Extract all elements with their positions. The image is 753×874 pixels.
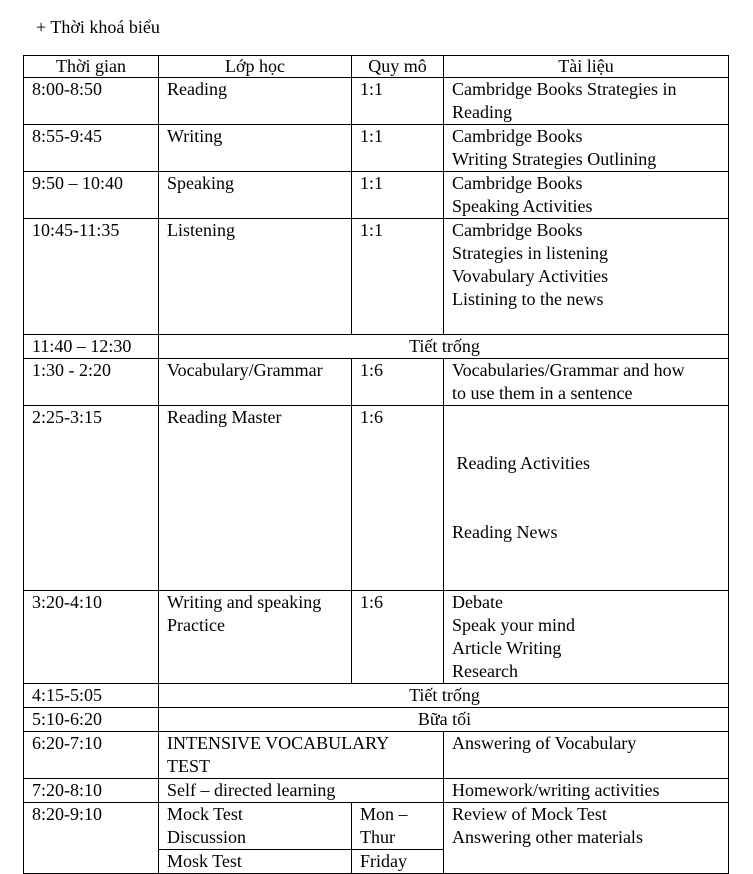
scale-cell: 1:6	[352, 359, 444, 406]
material-line: to use them in a sentence	[452, 383, 633, 403]
materials-cell	[444, 591, 729, 684]
class-cell: Reading	[159, 78, 352, 125]
table-row	[24, 708, 729, 732]
class-line: Practice	[167, 615, 225, 635]
class-line: Discussion	[167, 827, 247, 847]
class-cell: Reading Master	[159, 406, 352, 591]
material-line: Answering other materials	[452, 827, 643, 847]
table-row	[24, 78, 729, 125]
material-line: Speak your mind	[452, 615, 575, 635]
day-cell	[352, 850, 444, 874]
table-row	[24, 406, 729, 591]
table-row	[24, 335, 729, 359]
table-row	[24, 591, 729, 684]
scale-cell: 1:1	[352, 78, 444, 125]
dinner-cell: Bữa tối	[159, 708, 729, 732]
class-cell	[159, 591, 352, 684]
table-row	[24, 125, 729, 172]
class-cell: Speaking	[159, 172, 352, 219]
time-cell: 5:10-6:20	[24, 708, 159, 732]
material-line: Vovabulary Activities	[452, 266, 609, 286]
material-line: Cambridge Books	[452, 173, 583, 193]
table-row	[24, 732, 729, 779]
table-row	[24, 779, 729, 803]
material-line: Research	[452, 661, 518, 681]
scale-cell: 1:6	[352, 406, 444, 591]
material-line: Article Writing	[452, 638, 562, 658]
material-line: Writing Strategies Outlining	[452, 149, 657, 169]
scale-cell: 1:6	[352, 591, 444, 684]
material-line: Review of Mock Test	[452, 804, 607, 824]
time-cell: 8:55-9:45	[24, 125, 159, 172]
time-cell: 2:25-3:15	[24, 406, 159, 591]
break-cell: Tiết trống	[159, 335, 729, 359]
table-row	[24, 219, 729, 335]
material-line: Speaking Activities	[452, 196, 593, 216]
material-line: Strategies in listening	[452, 243, 608, 263]
class-cell	[159, 803, 352, 850]
schedule-heading: + Thời khoá biểu	[36, 17, 160, 37]
time-cell: 1:30 - 2:20	[24, 359, 159, 406]
time-cell: 10:45-11:35	[24, 219, 159, 335]
materials-cell	[444, 779, 729, 803]
material-line: Answering of Vocabulary	[452, 733, 637, 753]
class-cell	[159, 850, 352, 874]
time-cell: 3:20-4:10	[24, 591, 159, 684]
column-header-scale: Quy mô	[352, 56, 444, 78]
class-cell	[159, 732, 444, 779]
column-header-class: Lớp học	[159, 56, 352, 78]
materials-cell	[444, 732, 729, 779]
material-line: Cambridge Books	[452, 126, 583, 146]
materials-cell	[444, 125, 729, 172]
class-line: TEST	[167, 756, 210, 776]
class-line: INTENSIVE VOCABULARY	[167, 733, 390, 753]
scale-cell: 1:1	[352, 172, 444, 219]
materials-cell	[444, 78, 729, 125]
material-line: Reading Activities	[452, 453, 590, 473]
materials-cell	[444, 359, 729, 406]
time-cell: 8:20-9:10	[24, 803, 159, 874]
class-cell: Listening	[159, 219, 352, 335]
time-cell: 8:00-8:50	[24, 78, 159, 125]
class-cell: Vocabulary/Grammar	[159, 359, 352, 406]
time-cell: 9:50 – 10:40	[24, 172, 159, 219]
day-line: Thur	[360, 827, 395, 847]
table-row	[24, 684, 729, 708]
table-row	[24, 359, 729, 406]
column-header-materials: Tài liệu	[444, 56, 729, 78]
class-line: Mock Test	[167, 804, 243, 824]
column-header-time: Thời gian	[24, 56, 159, 78]
class-line: Mosk Test	[167, 851, 242, 871]
material-line: Cambridge Books Strategies in	[452, 79, 677, 99]
class-cell: Writing	[159, 125, 352, 172]
time-cell: 11:40 – 12:30	[24, 335, 159, 359]
time-cell: 7:20-8:10	[24, 779, 159, 803]
material-line: Listining to the news	[452, 289, 604, 309]
materials-cell	[444, 406, 729, 591]
table-row	[24, 803, 729, 850]
scale-cell: 1:1	[352, 125, 444, 172]
day-cell	[352, 803, 444, 850]
day-line: Friday	[360, 851, 407, 871]
break-cell: Tiết trống	[159, 684, 729, 708]
material-line: Cambridge Books	[452, 220, 583, 240]
schedule-table	[23, 55, 729, 874]
materials-cell	[444, 803, 729, 874]
class-line: Writing and speaking	[167, 592, 322, 612]
class-cell: Self – directed learning	[159, 779, 444, 803]
materials-cell	[444, 219, 729, 335]
material-line: Reading News	[452, 522, 558, 542]
day-line: Mon –	[360, 804, 408, 824]
table-row	[24, 172, 729, 219]
time-cell: 6:20-7:10	[24, 732, 159, 779]
material-line: Vocabularies/Grammar and how	[452, 360, 685, 380]
material-line: Reading	[452, 102, 512, 122]
scale-cell: 1:1	[352, 219, 444, 335]
materials-cell	[444, 172, 729, 219]
time-cell: 4:15-5:05	[24, 684, 159, 708]
header-row	[24, 56, 729, 78]
material-line: Homework/writing activities	[452, 780, 660, 800]
material-line: Debate	[452, 592, 503, 612]
